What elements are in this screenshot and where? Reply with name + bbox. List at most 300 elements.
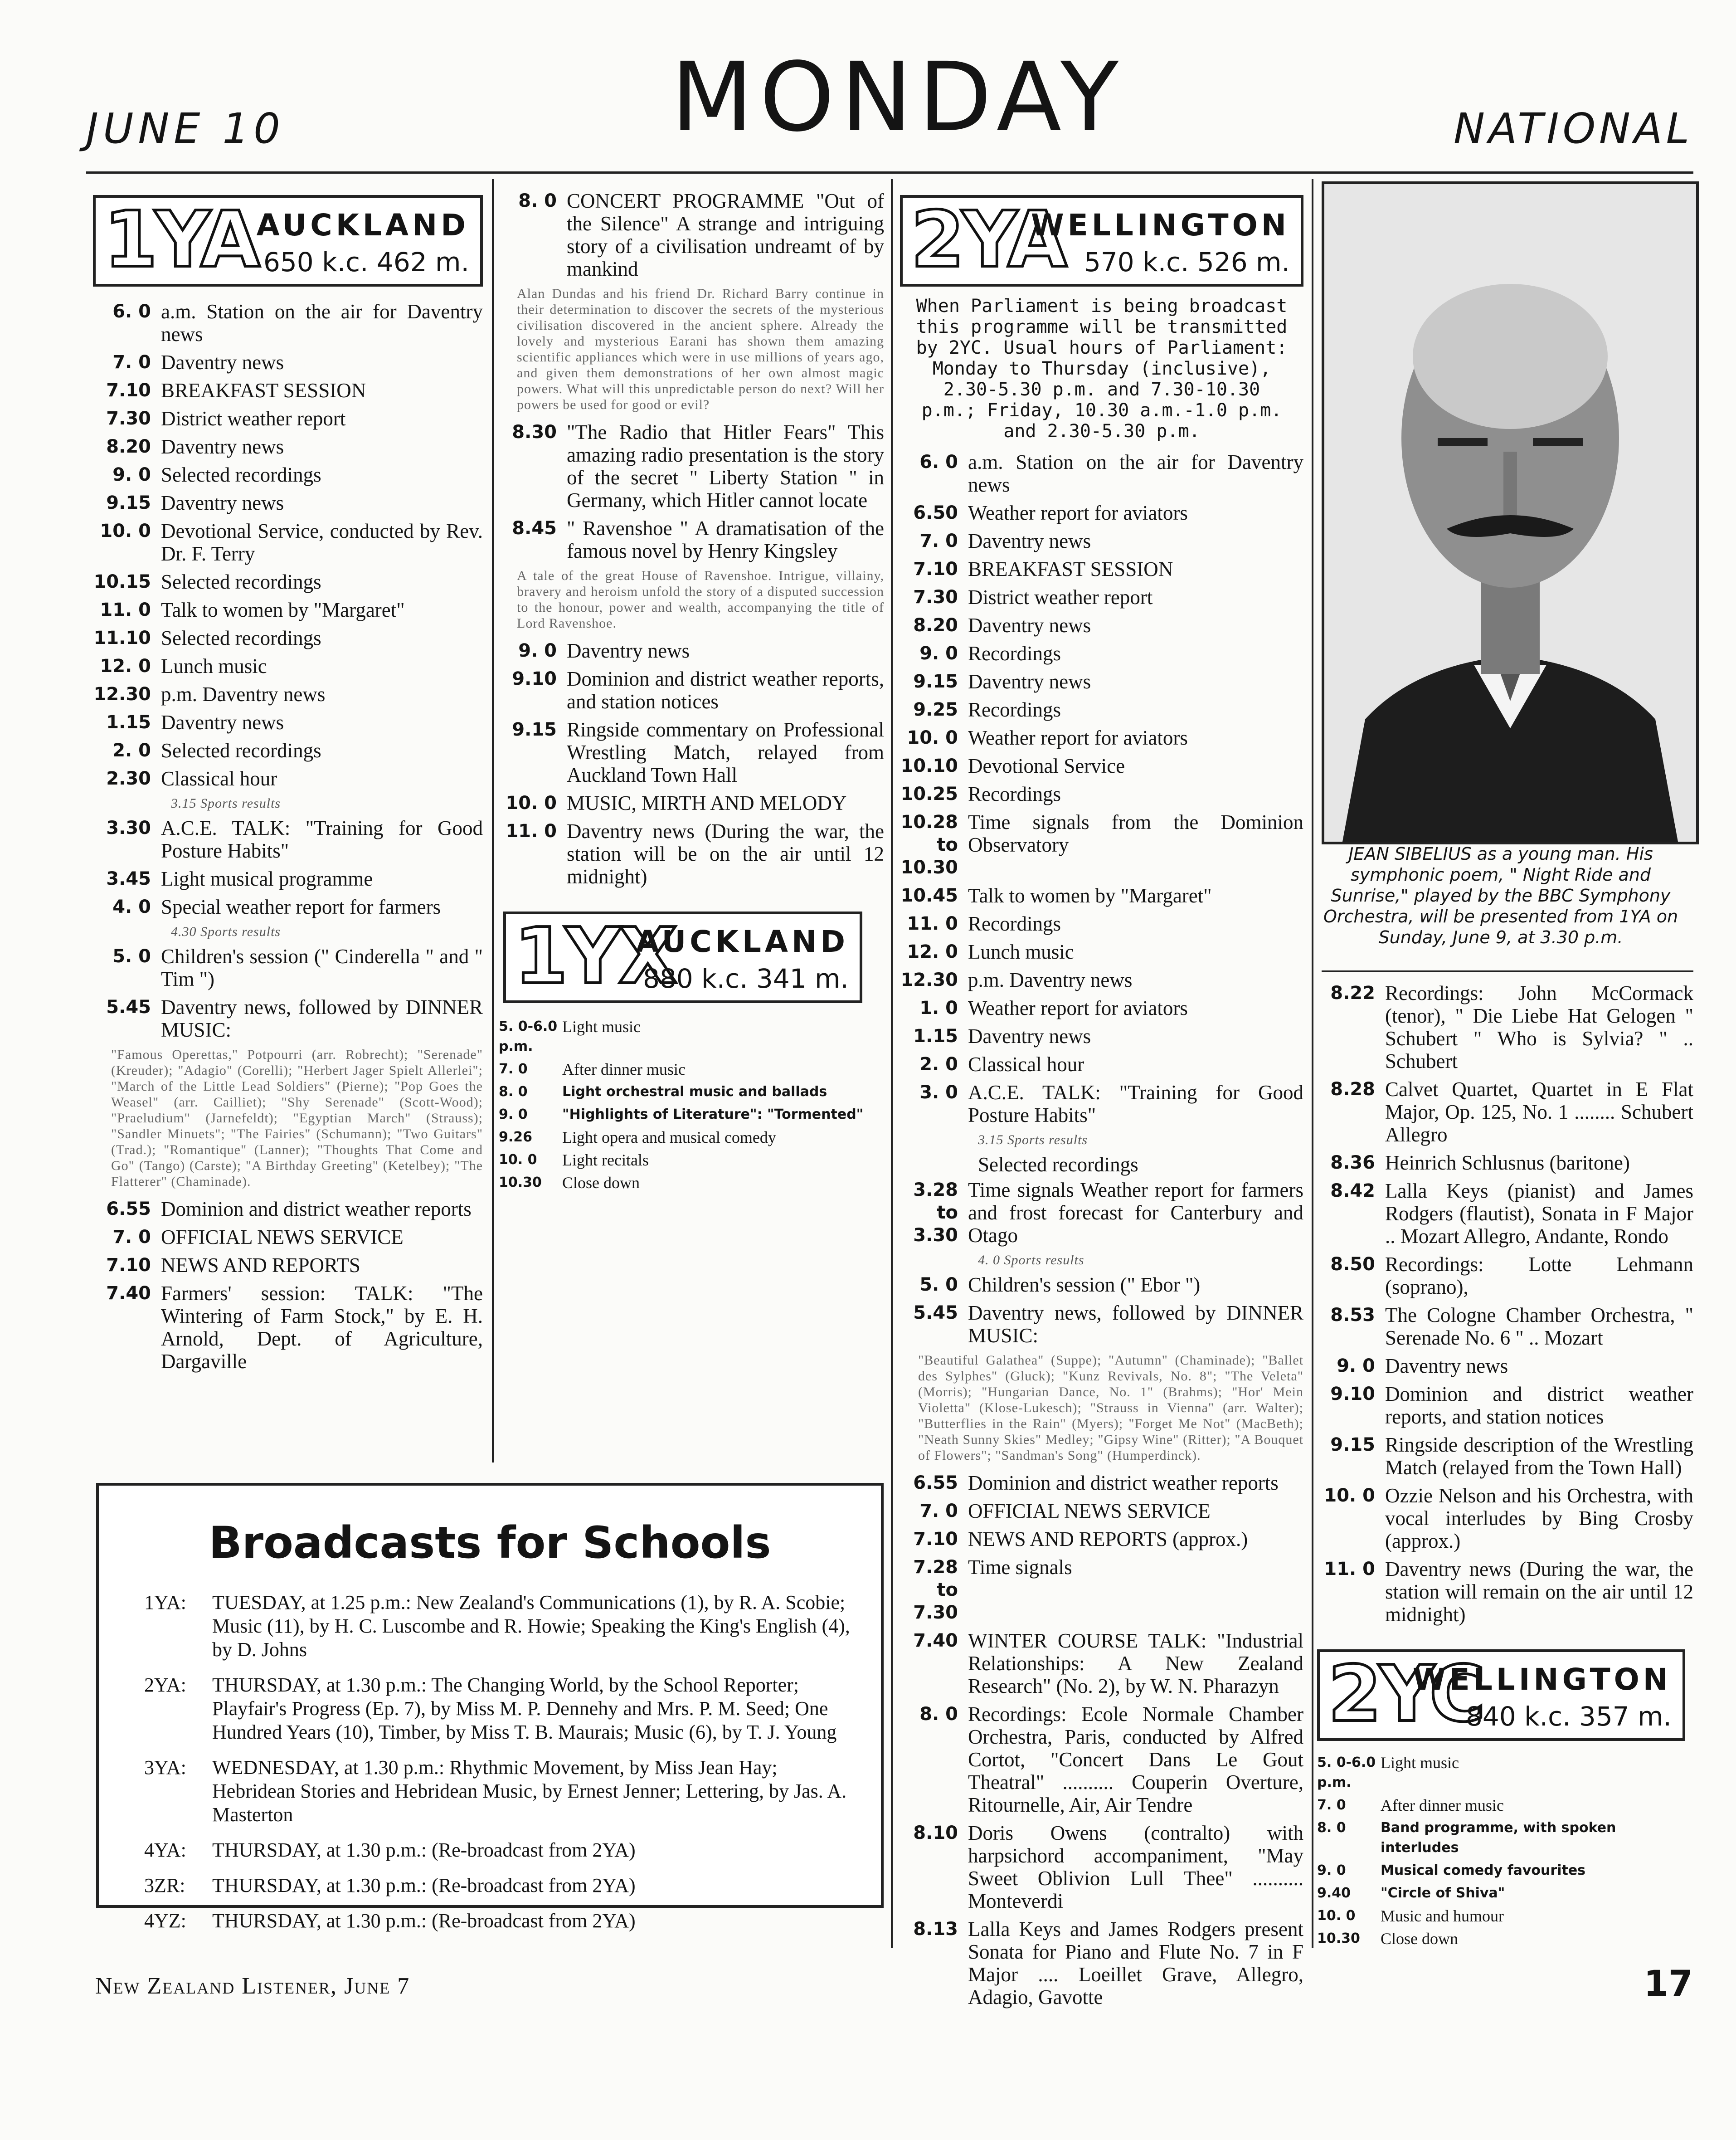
entry-description: Devotional Service	[968, 755, 1125, 777]
schedule-entry	[900, 670, 1303, 693]
schools-station: 3ZR:	[144, 1874, 185, 1896]
schools-station: 2YA:	[144, 1674, 186, 1696]
entry-time: 2. 0	[919, 1054, 958, 1075]
entry-description: BREAKFAST SESSION	[968, 558, 1173, 580]
schedule-list-small	[499, 1017, 884, 1193]
column-1ya-evening	[499, 190, 884, 1195]
schools-station: 1YA:	[144, 1591, 186, 1614]
schedule-entry	[1317, 1355, 1693, 1377]
schedule-entry	[499, 639, 884, 662]
entry-time: 9. 0	[112, 464, 151, 485]
schedule-entry	[93, 739, 483, 762]
entry-time: 11. 0	[100, 600, 151, 620]
schedule-entry	[900, 530, 1303, 552]
entry-description: Time signals Weather report for farmers and frost forecast for Canterbury and Otago	[968, 1179, 1303, 1247]
entry-time: 10.10	[900, 756, 958, 776]
sports-note: 3.15 Sports results	[171, 796, 281, 811]
schedule-entry	[93, 570, 483, 593]
entry-time: 7. 0	[112, 1227, 151, 1248]
entry-description: Ringside commentary on Professional Wrestling Match, relayed from Auckland Town Hall	[567, 718, 884, 786]
schools-details: WEDNESDAY, at 1.30 p.m.: Rhythmic Movement, by Miss Jean Hay; Hebridean Stories and Hebridean Music, by Ernest Jenner; Lettering, by Jas. A. Masterton	[212, 1756, 847, 1826]
schedule-entry	[1317, 1304, 1693, 1349]
schedule-entry	[900, 642, 1303, 665]
entry-time: 3.30	[106, 818, 151, 838]
entry-description: A.C.E. TALK: "Training for Good Posture Habits"	[968, 1081, 1303, 1126]
entry-description: Daventry news (During the war, the station will be on the air until 12 midnight)	[567, 820, 884, 888]
schools-row	[144, 1756, 854, 1827]
schools-details: THURSDAY, at 1.30 p.m.: (Re-broadcast from 2YA)	[212, 1910, 636, 1932]
entry-time: 3.28 to 3.30	[913, 1180, 958, 1246]
entry-time: 6.55	[913, 1472, 958, 1493]
schedule-entry	[1317, 982, 1693, 1072]
entry-time: 10.28 to 10.30	[900, 812, 958, 878]
entry-time: 7.30	[913, 587, 958, 608]
station-frequency: 570 k.c. 526 m.	[1084, 247, 1290, 278]
schedule-entry	[499, 1127, 884, 1147]
entry-time: 9. 0	[499, 1107, 528, 1122]
schedule-entry	[499, 1082, 884, 1102]
entry-time: 7. 0	[1317, 1797, 1346, 1813]
schedule-entry	[93, 945, 483, 990]
schools-details: THURSDAY, at 1.30 p.m.: (Re-broadcast from 2YA)	[212, 1874, 636, 1896]
schedule-entry	[900, 1703, 1303, 1816]
entry-time: 10.25	[900, 784, 958, 804]
schedule-list	[1317, 982, 1693, 1626]
entry-time: 12.30	[900, 970, 958, 990]
schedule-entry	[1317, 1861, 1693, 1881]
programme-synopsis: A tale of the great House of Ravenshoe. Intrigue, villainy, bravery and heroism unfold the story of a disputed succession to the honour, power and wealth, accompanying the title of Lord Ravenshoe.	[517, 568, 884, 631]
schools-row	[144, 1591, 854, 1662]
schools-row	[144, 1874, 854, 1897]
schedule-entry	[93, 655, 483, 678]
entry-description: BREAKFAST SESSION	[161, 379, 366, 402]
sports-note: 4.30 Sports results	[171, 924, 281, 939]
schedule-entry	[900, 1822, 1303, 1912]
entry-time: 7.40	[913, 1630, 958, 1651]
entry-description: Selected recordings	[161, 739, 321, 762]
entry-description: Musical comedy favourites	[1381, 1862, 1586, 1878]
entry-description: Close down	[562, 1174, 640, 1192]
schedule-entry	[93, 463, 483, 486]
schedule-entry	[900, 811, 1303, 879]
column-2ya-continued	[1317, 982, 1693, 1951]
entry-description: Children's session (" Cinderella " and " Tim ")	[161, 945, 483, 990]
station-city: AUCKLAND	[256, 208, 469, 243]
entry-time: 8.36	[1330, 1152, 1375, 1173]
schedule-entry	[93, 435, 483, 458]
entry-description: Recordings	[968, 912, 1061, 935]
entry-time: 2. 0	[112, 740, 151, 761]
schedule-entry	[900, 783, 1303, 805]
schedule-entry	[499, 1059, 884, 1079]
entry-description: Light music	[562, 1018, 641, 1036]
schedule-entry	[1317, 1484, 1693, 1552]
entry-time: 8. 0	[919, 1704, 958, 1725]
schedule-entry	[900, 1179, 1303, 1247]
entry-description: After dinner music	[562, 1060, 686, 1078]
entry-time: 9.40	[1317, 1885, 1351, 1901]
column-divider	[891, 179, 893, 1948]
schedule-entry	[900, 1081, 1303, 1126]
schedule-entry	[900, 1025, 1303, 1048]
schedule-entry	[93, 599, 483, 621]
entry-description: Lunch music	[161, 655, 267, 678]
schedule-entry	[499, 1017, 884, 1057]
entry-time: 9.15	[512, 719, 557, 740]
entry-time: 7. 0	[919, 1501, 958, 1521]
station-box-2ya	[900, 195, 1303, 287]
entry-time: 9.26	[499, 1129, 533, 1145]
schedule-entry	[1317, 1180, 1693, 1248]
entry-time: 7.10	[913, 1529, 958, 1550]
entry-description: Selected recordings	[161, 463, 321, 486]
entry-time: 10. 0	[499, 1152, 537, 1168]
schedule-entry	[93, 492, 483, 514]
entry-time: 11. 0	[907, 913, 958, 934]
entry-description: Daventry news	[1385, 1355, 1508, 1377]
entry-description: Daventry news	[567, 639, 690, 662]
sports-note: 4. 0 Sports results	[978, 1253, 1084, 1267]
entry-time: 9.15	[1330, 1434, 1375, 1455]
entry-description: Time signals from the Dominion Observatory	[968, 811, 1303, 856]
entry-time: 1.15	[913, 1026, 958, 1047]
entry-time: 10.30	[499, 1175, 542, 1190]
schedule-entry	[499, 517, 884, 562]
entry-time: 10. 0	[907, 727, 958, 748]
schools-details: THURSDAY, at 1.30 p.m.: The Changing World, by the School Reporter; Playfair's Progress (Ep. 7), by Miss M. P. Dennehy and Mrs. P. M. Seed; One Hundred Years (10), Timber, by Miss T. B. Maurais; Music (6), by T. J. Young	[212, 1674, 837, 1743]
schedule-entry	[900, 884, 1303, 907]
entry-time: 8.22	[1330, 983, 1375, 1004]
entry-description: The Cologne Chamber Orchestra, " Serenade No. 6 " .. Mozart	[1385, 1304, 1693, 1349]
schedule-entry	[1317, 1383, 1693, 1428]
entry-time: 10. 0	[1324, 1485, 1375, 1506]
station-city: WELLINGTON	[1031, 208, 1290, 243]
schedule-entry	[93, 896, 483, 918]
entry-time: 8. 0	[518, 190, 557, 211]
entry-description: Daventry news	[161, 351, 284, 374]
entry-description: Time signals	[968, 1556, 1072, 1579]
schedule-entry	[93, 520, 483, 565]
schools-details: TUESDAY, at 1.25 p.m.: New Zealand's Communications (1), by R. A. Scobie; Music (11), by H. C. Luscombe and R. Howie; Speaking the King's English (4), by D. Johns	[212, 1591, 850, 1661]
entry-description: a.m. Station on the air for Daventry news	[968, 451, 1303, 496]
schedule-entry	[900, 1273, 1303, 1296]
schedule-sub-item: Selected recordings	[978, 1153, 1138, 1176]
entry-description: A.C.E. TALK: "Training for Good Posture Habits"	[161, 817, 483, 862]
entry-description: Devotional Service, conducted by Rev. Dr. F. Terry	[161, 520, 483, 565]
station-call-sign: 1YA	[104, 195, 258, 285]
schedule-entry	[1317, 1433, 1693, 1479]
entry-description: Close down	[1381, 1930, 1458, 1948]
column-2ya	[900, 195, 1303, 2014]
entry-description: WINTER COURSE TALK: "Industrial Relationships: A New Zealand Research" (No. 2), by W. N. Pharazyn	[968, 1629, 1303, 1697]
schedule-entry	[900, 586, 1303, 609]
entry-time: 8. 0	[499, 1084, 528, 1100]
entry-description: Daventry news	[161, 711, 284, 734]
entry-description: Classical hour	[161, 767, 277, 790]
schedule-list	[900, 1273, 1303, 1347]
entry-time: 8.10	[913, 1823, 958, 1843]
entry-time: 1. 0	[919, 998, 958, 1019]
column-divider	[492, 179, 494, 1462]
entry-time: 9. 0	[1337, 1355, 1375, 1376]
schedule-list	[93, 945, 483, 1041]
station-city: AUCKLAND	[636, 924, 849, 959]
entry-time: 7.30	[106, 408, 151, 429]
entry-time: 9. 0	[919, 643, 958, 664]
parliament-notice: When Parliament is being broadcast this programme will be transmitted by 2YC. Usual hours of Parliament: Monday to Thursday (inclusive), 2.30-5.30 p.m. and 7.30-10.30 p.m.; Friday, 10.30 a.m.-1.0 p.m. and 2.30-5.30 p.m.	[916, 296, 1288, 442]
entry-time: 9.25	[913, 699, 958, 720]
station-frequency: 880 k.c. 341 m.	[642, 963, 849, 994]
entry-time: 7. 0	[112, 352, 151, 373]
schedule-entry	[900, 1472, 1303, 1494]
entry-description: Daventry news	[968, 1025, 1091, 1048]
entry-description: Daventry news, followed by DINNER MUSIC:	[968, 1302, 1303, 1347]
entry-time: 7. 0	[499, 1061, 528, 1077]
schedule-entry	[1317, 1818, 1693, 1858]
entry-description: Daventry news	[968, 530, 1091, 552]
entry-description: Daventry news (During the war, the station will remain on the air until 12 midnight)	[1385, 1558, 1693, 1626]
schedule-entry	[1317, 1753, 1693, 1793]
entry-time: 6.55	[106, 1199, 151, 1219]
entry-description: Daventry news	[968, 670, 1091, 693]
entry-description: Children's session (" Ebor ")	[968, 1273, 1201, 1296]
schedule-entry	[900, 1629, 1303, 1697]
schedule-entry	[93, 407, 483, 430]
schedule-entry	[93, 300, 483, 346]
schedule-entry	[900, 1053, 1303, 1076]
dinner-music-list: "Beautiful Galathea" (Suppe); "Autumn" (Chaminade); "Ballet des Sylphes" (Gluck); "Kunz Revivals, No. 8"; "The Veleta" (Morris); "Hungarian Dance, No. 1" (Brahms); "Hor' Mein Violetta" (Klose-Lukesch); "Strauss in Vienna" (arr. Walter); "Butterflies in the Rain" (Myers); "Forget Me Not" (MacBeth); "Neath Sunny Skies" Medley; "Gipsy Wine" (Ritter); "A Bouquet of Flowers"; "Sandman's Song" (Humperdinck).	[918, 1353, 1303, 1463]
entry-time: 11.10	[93, 628, 151, 648]
entry-description: Talk to women by "Margaret"	[968, 884, 1212, 907]
entry-description: Doris Owens (contralto) with harpsichord accompaniment, "May Sweet Oblivion Lull Thee" .......... Monteverdi	[968, 1822, 1303, 1912]
schedule-list	[900, 1179, 1303, 1247]
entry-description: a.m. Station on the air for Daventry news	[161, 300, 483, 346]
entry-description: Dominion and district weather reports	[161, 1198, 472, 1220]
entry-description: p.m. Daventry news	[968, 969, 1133, 991]
schedule-entry	[499, 792, 884, 814]
photo-caption: JEAN SIBELIUS as a young man. His symphonic poem, " Night Ride and Sunrise," played by the BBC Symphony Orchestra, will be presented from 1YA on Sunday, June 9, at 3.30 p.m.	[1323, 844, 1678, 947]
schedule-entry	[93, 817, 483, 862]
entry-time: 8.28	[1330, 1079, 1375, 1100]
schedule-list	[900, 451, 1303, 1126]
entry-description: After dinner music	[1381, 1796, 1504, 1814]
entry-time: 11. 0	[506, 821, 557, 842]
entry-time: 5. 0	[112, 946, 151, 967]
schools-station: 4YA:	[144, 1839, 186, 1861]
schedule-entry	[93, 1226, 483, 1248]
entry-description: Weather report for aviators	[968, 502, 1188, 524]
entry-description: CONCERT PROGRAMME "Out of the Silence" A strange and intriguing story of a civilisation undreamt of by mankind	[567, 190, 884, 280]
entry-time: 9.15	[913, 671, 958, 692]
entry-time: 8.30	[512, 422, 557, 443]
entry-description: Recordings	[968, 642, 1061, 665]
entry-description: Dominion and district weather reports, and station notices	[1385, 1383, 1693, 1428]
station-call-sign: 2YC	[1328, 1649, 1483, 1739]
schedule-entry	[1317, 1883, 1693, 1903]
schedule-entry	[900, 941, 1303, 963]
entry-description: p.m. Daventry news	[161, 683, 326, 706]
entry-description: Recordings	[968, 698, 1061, 721]
entry-description: Special weather report for farmers	[161, 896, 441, 918]
entry-time: 12.30	[93, 684, 151, 705]
entry-description: Light recitals	[562, 1151, 649, 1169]
column-divider	[1312, 179, 1313, 1948]
schedule-entry	[1317, 1558, 1693, 1626]
schedule-entry	[499, 718, 884, 786]
entry-description: Music and humour	[1381, 1907, 1504, 1925]
schedule-entry	[1317, 1078, 1693, 1146]
schools-box	[96, 1483, 884, 1932]
entry-description: Light opera and musical comedy	[562, 1128, 776, 1146]
entry-time: 10. 0	[1317, 1908, 1356, 1924]
entry-time: 8.42	[1330, 1180, 1375, 1201]
schedule-entry	[900, 969, 1303, 991]
entry-description: MUSIC, MIRTH AND MELODY	[567, 792, 847, 814]
entry-time: 2.30	[106, 768, 151, 789]
entry-description: District weather report	[968, 586, 1153, 609]
schedule-entry	[1317, 1906, 1693, 1926]
schedule-entry	[499, 1105, 884, 1125]
schedule-entry	[93, 683, 483, 706]
schedule-entry	[93, 627, 483, 649]
entry-time: 7.10	[913, 559, 958, 580]
schedule-entry	[93, 1282, 483, 1373]
entry-time: 8.53	[1330, 1305, 1375, 1326]
entry-description: Light music	[1381, 1754, 1459, 1772]
schedule-entry	[1317, 1151, 1693, 1174]
entry-time: 8.20	[913, 615, 958, 636]
header-rule	[86, 171, 1693, 174]
entry-description: Recordings: Ecole Normale Chamber Orchestra, Paris, conducted by Alfred Cortot, "Concert Dans Le Gout Theatral" .......... Couperin Overture, Ritournelle, Air, Air Tendre	[968, 1703, 1303, 1816]
station-box-1ya	[93, 195, 483, 287]
photo-caption-block	[1315, 843, 1687, 948]
schedule-entry	[93, 351, 483, 374]
entry-description: Ringside description of the Wrestling Match (relayed from the Town Hall)	[1385, 1433, 1693, 1479]
entry-description: Daventry news	[161, 435, 284, 458]
entry-time: 10.45	[900, 885, 958, 906]
entry-time: 6.50	[913, 502, 958, 523]
schedule-entry	[499, 1150, 884, 1170]
entry-description: Lalla Keys (pianist) and James Rodgers (flautist), Sonata in F Major .. Mozart Allegro, Andante, Rondo	[1385, 1180, 1693, 1248]
schedule-entry	[93, 1254, 483, 1277]
portrait-illustration	[1324, 184, 1696, 842]
entry-time: 7. 0	[919, 531, 958, 551]
schedule-entry	[900, 1556, 1303, 1624]
station-city: WELLINGTON	[1412, 1662, 1672, 1697]
schedule-entry	[499, 820, 884, 888]
schedule-entry	[499, 668, 884, 713]
entry-time: 8.50	[1330, 1254, 1375, 1275]
schedule-entry	[1317, 1253, 1693, 1298]
schedule-entry	[900, 997, 1303, 1019]
entry-description: "Highlights of Literature": "Tormented"	[562, 1107, 864, 1122]
caption-rule	[1322, 970, 1693, 972]
entry-time: 8.45	[512, 518, 557, 539]
entry-time: 5. 0	[919, 1274, 958, 1295]
schedule-entry	[93, 996, 483, 1041]
schedule-entry	[900, 1528, 1303, 1550]
entry-time: 8.13	[913, 1919, 958, 1940]
schedule-list-small	[1317, 1753, 1693, 1949]
schedule-entry	[93, 868, 483, 890]
schedule-entry	[900, 912, 1303, 935]
entry-time: 10.30	[1317, 1930, 1360, 1946]
entry-description: Daventry news	[161, 492, 284, 514]
schedule-entry	[900, 1302, 1303, 1347]
schedule-entry	[1317, 1929, 1693, 1949]
schedule-entry	[93, 1198, 483, 1220]
entry-description: OFFICIAL NEWS SERVICE	[161, 1226, 404, 1248]
entry-description: Daventry news, followed by DINNER MUSIC:	[161, 996, 483, 1041]
entry-time: 9. 0	[1317, 1862, 1346, 1878]
schedule-entry	[900, 755, 1303, 777]
entry-description: Selected recordings	[161, 627, 321, 649]
entry-time: 12. 0	[907, 941, 958, 962]
schedule-entry	[900, 502, 1303, 524]
schedule-entry	[499, 421, 884, 512]
footer-publication: New Zealand Listener, June 7	[95, 1973, 410, 1999]
entry-time: 7.40	[106, 1283, 151, 1304]
entry-description: Light musical programme	[161, 868, 373, 890]
entry-time: 10. 0	[100, 521, 151, 541]
entry-time: 5.45	[913, 1302, 958, 1323]
entry-description: Classical hour	[968, 1053, 1084, 1076]
entry-description: Weather report for aviators	[968, 726, 1188, 749]
entry-description: OFFICIAL NEWS SERVICE	[968, 1500, 1211, 1522]
schools-row	[144, 1909, 854, 1933]
station-frequency: 650 k.c. 462 m.	[263, 247, 469, 278]
schedule-entry	[93, 711, 483, 734]
schedule-entry	[499, 1173, 884, 1193]
entry-time: 6. 0	[919, 452, 958, 473]
entry-time: 5. 0-6.0 p.m.	[1317, 1755, 1376, 1790]
schedule-list	[499, 421, 884, 562]
entry-time: 8. 0	[1317, 1820, 1346, 1836]
programme-synopsis: Alan Dundas and his friend Dr. Richard Barry continue in their determination to discover the secrets of the mysterious civilisation discovered in the ancient sphere. Already the lovely and mysterious Earani has shown them amazing scientific appliances which were in use millions of years ago, and given them demonstrations of her own almost magic powers. What will this unpredictable person do next? Will her powers be used for good or evil?	[517, 286, 884, 412]
entry-description: Selected recordings	[161, 570, 321, 593]
schedule-list	[499, 639, 884, 888]
schools-title: Broadcasts for Schools	[209, 1517, 771, 1568]
entry-time: 1.15	[106, 712, 151, 733]
station-call-sign: 2YA	[911, 195, 1065, 285]
schedule-entry	[93, 379, 483, 402]
entry-time: 6. 0	[112, 301, 151, 322]
entry-description: Recordings	[968, 783, 1061, 805]
schedule-entry	[900, 614, 1303, 637]
entry-description: Dominion and district weather reports, and station notices	[567, 668, 884, 713]
entry-time: 10.15	[93, 571, 151, 592]
schools-list	[99, 1591, 881, 1933]
entry-time: 7.10	[106, 380, 151, 401]
entry-time: 9.10	[1330, 1384, 1375, 1404]
entry-description: Ozzie Nelson and his Orchestra, with vocal interludes by Bing Crosby (approx.)	[1385, 1484, 1693, 1552]
schools-station: 3YA:	[144, 1756, 186, 1779]
entry-description: Recordings: John McCormack (tenor), " Die Liebe Hat Gelogen " Schubert " Who is Sylvia? " .. Schubert	[1385, 982, 1693, 1072]
schools-row	[144, 1673, 854, 1744]
schedule-entry	[93, 767, 483, 790]
sports-note: 3.15 Sports results	[978, 1132, 1088, 1147]
network-label: NATIONAL	[1454, 104, 1693, 153]
entry-description: Talk to women by "Margaret"	[161, 599, 405, 621]
entry-time: 9. 0	[518, 640, 557, 661]
entry-description: Daventry news	[968, 614, 1091, 637]
entry-time: 10. 0	[506, 793, 557, 814]
entry-description: Calvet Quartet, Quartet in E Flat Major, Op. 125, No. 1 ........ Schubert Allegro	[1385, 1078, 1693, 1146]
entry-description: Light orchestral music and ballads	[562, 1084, 827, 1100]
entry-description: Heinrich Schlusnus (baritone)	[1385, 1151, 1630, 1174]
page-title: MONDAY	[671, 42, 1125, 153]
entry-description: "The Radio that Hitler Fears" This amazing radio presentation is the story of the secret " Liberty Station " in Germany, which Hitler cannot locate	[567, 421, 884, 512]
